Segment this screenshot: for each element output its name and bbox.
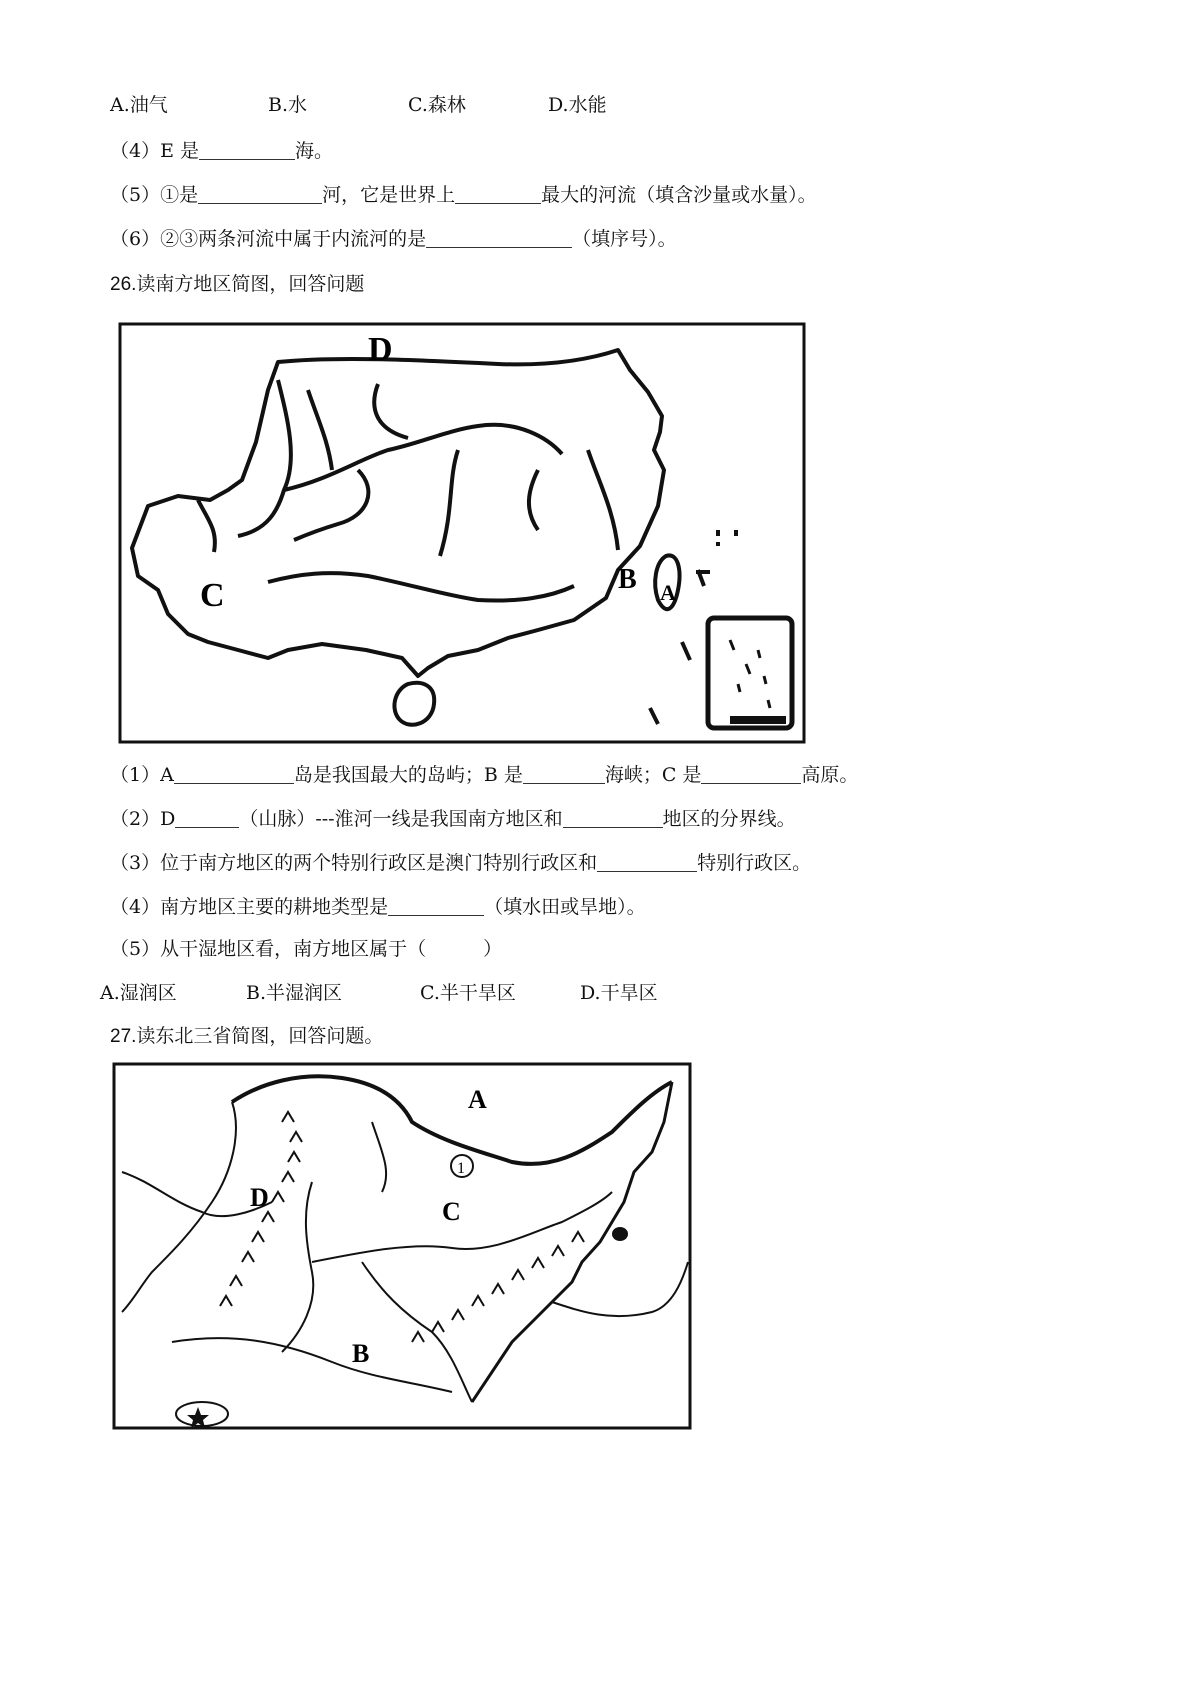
map2-label-d: D [250,1183,269,1212]
q26-1-text-mid1: 岛是我国最大的岛屿；B 是 [293,764,523,786]
map2-label-c: C [442,1197,461,1226]
q25-5-text-mid: 河，它是世界上 [322,184,456,206]
q26-2-blank-1[interactable] [175,807,239,828]
q26-option-a: A.湿润区 [100,982,177,1004]
q25-5-blank-2[interactable] [455,183,541,204]
q25-item-5 [110,182,817,208]
northeast-provinces-map [112,1062,692,1432]
q26-3-blank[interactable] [597,851,697,872]
q25-item-6 [110,226,677,252]
q26-item-1 [110,762,858,788]
q26-option-b: B.半湿润区 [246,982,343,1004]
q25-option-a: A.油气 [110,94,168,116]
map2-label-a: A [468,1085,487,1114]
map1-label-c: C [200,577,225,614]
q25-6-blank[interactable] [426,227,572,248]
q25-4-text-end: 海。 [295,140,334,162]
map1-label-a: A [660,580,676,605]
q26-2-text: （2）D [110,808,176,830]
q26-1-text: （1）A [110,764,174,786]
q26-4-text-end: （填水田或旱地）。 [484,896,646,918]
q25-5-text: （5）①是 [110,184,199,206]
q26-item-3 [110,850,811,876]
q26-3-text: （3）位于南方地区的两个特别行政区是澳门特别行政区和 [110,852,598,874]
q25-4-text: （4）E 是 [110,140,199,162]
q26-2-text-end: 地区的分界线。 [662,808,796,830]
q26-4-text: （4）南方地区主要的耕地类型是 [110,896,389,918]
q25-item-4 [110,138,333,164]
q26-1-blank-1[interactable] [174,763,294,784]
map1-label-d: D [368,331,393,368]
map2-label-b: B [352,1339,370,1368]
q25-4-blank[interactable] [199,139,295,160]
map2-label-1: 1 [457,1160,465,1177]
q26-4-blank[interactable] [388,895,484,916]
q26-1-blank-2[interactable] [523,763,605,784]
q25-option-d: D.水能 [548,94,607,116]
south-region-map [118,320,808,746]
q26-item-4 [110,894,646,920]
q26-1-text-end: 高原。 [801,764,859,786]
q26-1-text-mid2: 海峡；C 是 [604,764,702,786]
q26-2-text-mid: （山脉）---淮河一线是我国南方地区和 [239,808,563,830]
q26-2-blank-2[interactable] [563,807,663,828]
map1-label-b: B [618,564,637,595]
q25-6-text-end: （填序号）。 [572,228,677,250]
q27-title: 27.读东北三省简图，回答问题。 [110,1026,384,1047]
q25-6-text: （6）②③两条河流中属于内流河的是 [110,228,427,250]
q26-item-5: （5）从干湿地区看，南方地区属于（ ） [110,938,503,960]
q26-option-c: C.半干旱区 [420,982,516,1004]
q25-option-b: B.水 [268,94,308,116]
q26-1-blank-3[interactable] [701,763,801,784]
q26-option-d: D.干旱区 [580,982,658,1004]
q26-3-text-end: 特别行政区。 [697,852,812,874]
q26-title: 26.读南方地区简图，回答问题 [110,274,365,295]
q25-option-c: C.森林 [408,94,466,116]
q25-5-blank-1[interactable] [198,183,322,204]
q26-item-2 [110,806,796,832]
q25-5-text-end: 最大的河流（填含沙量或水量）。 [541,184,817,206]
